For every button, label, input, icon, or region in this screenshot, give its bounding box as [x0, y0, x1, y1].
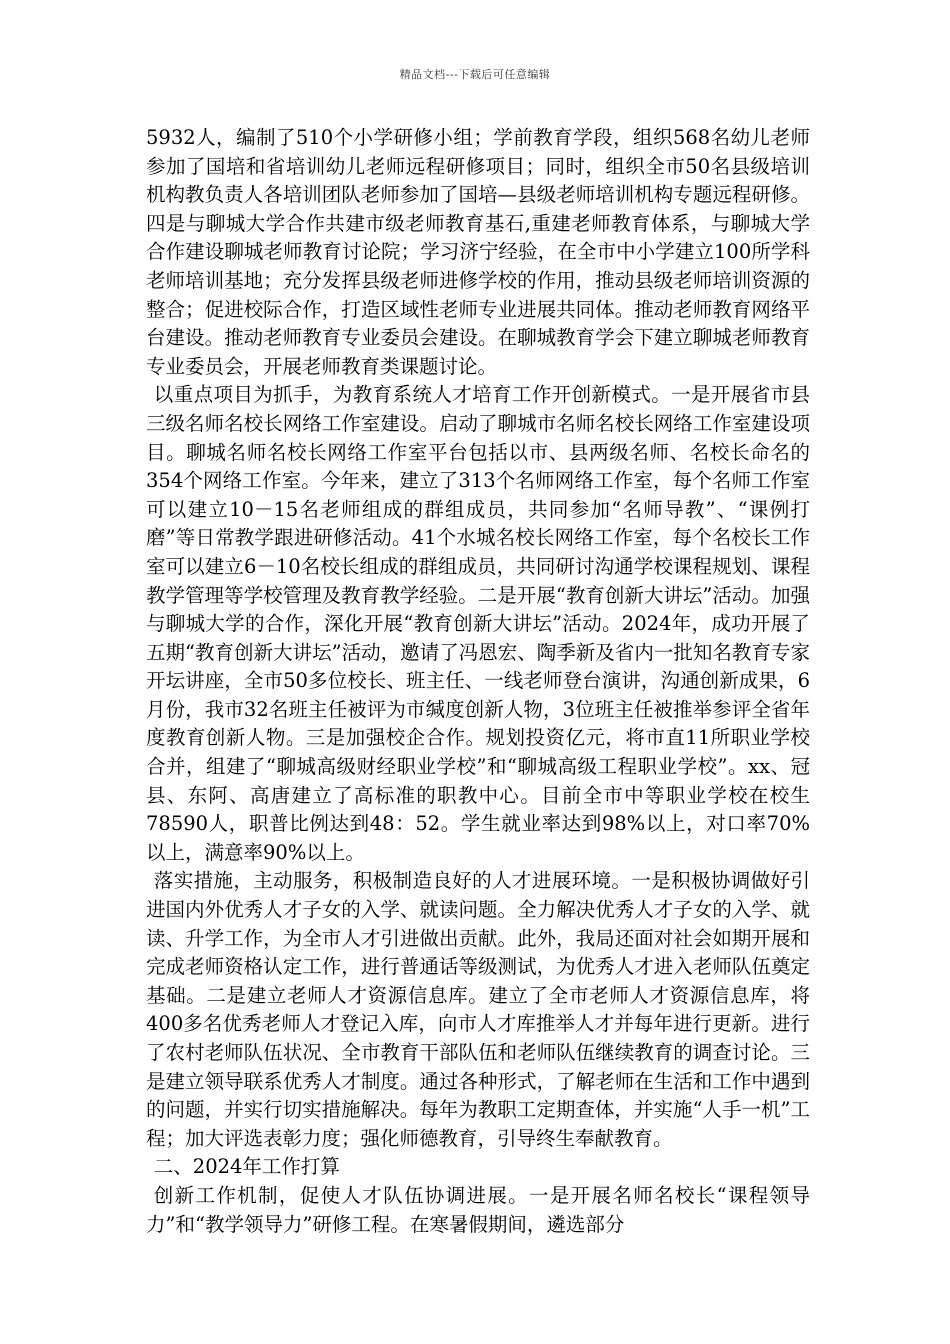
paragraph: 落实措施，主动服务，积极制造良好的人才进展环境。一是积极协调做好引进国内外优秀人才子女的入学、就读问题。全力解决优秀人才子女的入学、就读、升学工作，为全市人才引进做出贡献。此外，我局还面对社会如期开展和完成老师资格认定工作，进行普通话等级测试，为优秀人才进入老师队伍奠定基础。二是建立老师人才资源信息库。建立了全市老师人才资源信息库，将400多名优秀老师人才登记入库，向市人才库推举人才并每年进行更新。进行了农村老师队伍状况、全市教育干部队伍和老师队伍继续教育的调查讨论。三是建立领导联系优秀人才制度。通过各种形式，了解老师在生活和工作中遇到的问题，并实行切实措施解决。每年为教职工定期查体，并实施“人手一机”工程；加大评选表彰力度；强化师德教育，引导终生奉献教育。 — [146, 869, 810, 1150]
paragraph: 以重点项目为抓手，为教育系统人才培育工作开创新模式。一是开展省市县三级名师名校长网络工作室建设。启动了聊城市名师名校长网络工作室建设项目。聊城名师名校长网络工作室平台包括以市、县两级名师、名校长命名的354个网络工作室。今年来，建立了313个名师网络工作室，每个名师工作室可以建立10－15名老师组成的群组成员，共同参加“名师导教”、“课例打磨”等日常教学跟进研修活动。41个水城名校长网络工作室，每个名校长工作室可以建立6－10名校长组成的群组成员，共同研讨沟通学校课程规划、课程教学管理等学校管理及教育教学经验。二是开展“教育创新大讲坛”活动。加强与聊城大学的合作，深化开展“教育创新大讲坛”活动。2024年，成功开展了五期“教育创新大讲坛”活动，邀请了冯恩宏、陶季新及省内一批知名教育专家开坛讲座，全市50多位校长、班主任、一线老师登台演讲，沟通创新成果，6月份，我市32名班主任被评为市缄度创新人物，3位班主任被推举参评全省年度教育创新人物。三是加强校企合作。规划投资亿元，将市直11所职业学校合并，组建了“聊城高级财经职业学校”和“聊城高级工程职业学校”。xx、冠县、东阿、高唐建立了高标准的职教中心。目前全市中等职业学校在校生78590人，职普比例达到48：52。学生就业率达到98%以上，对口率70%以上，满意率90%以上。 — [146, 383, 810, 864]
document-body — [146, 124, 810, 1239]
section-heading: 二、2024年工作打算 — [153, 1155, 340, 1179]
paragraph: 5932人，编制了510个小学研修小组；学前教育学段，组织568名幼儿老师参加了国培和省培训幼儿老师远程研修项目；同时，组织全市50名县级培训机构教负责人各培训团队老师参加了国培—县级老师培训机构专题远程研修。四是与聊城大学合作共建市级老师教育基石,重建老师教育体系，与聊城大学合作建设聊城老师教育讨论院；学习济宁经验，在全市中小学建立100所学科老师培训基地；充分发挥县级老师进修学校的作用，推动县级老师培训资源的整合；促进校际合作，打造区域性老师专业进展共同体。推动老师教育网络平台建设。推动老师教育专业委员会建设。在聊城教育学会下建立聊城老师教育专业委员会，开展老师教育类课题讨论。 — [146, 126, 810, 378]
paragraph: 创新工作机制，促使人才队伍协调进展。一是开展名师名校长“课程领导力”和“教学领导力”研修工程。在寒暑假期间，遴选部分 — [146, 1183, 810, 1236]
page-header: 精品文档---下载后可任意编辑 — [399, 68, 551, 81]
